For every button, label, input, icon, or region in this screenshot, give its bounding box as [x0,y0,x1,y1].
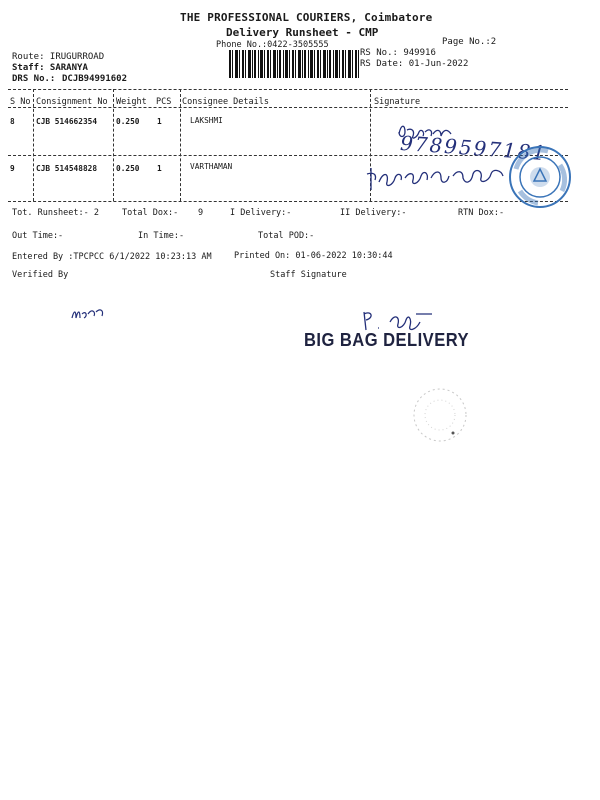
row-sno: 8 [10,117,15,126]
table-header-rule [8,107,568,108]
staff-signature-label: Staff Signature [270,270,347,280]
col-header-signature: Signature [374,97,421,107]
company-stamp [508,145,572,209]
printed-on: Printed On: 01-06-2022 10:30:44 [234,251,393,261]
row-consignment: CJB 514662354 [36,117,98,126]
verified-by: Verified By [12,270,69,280]
row-consignee: VARTHAMAN [190,162,233,171]
row-weight: 0.250 [116,117,140,126]
page-number: Page No.:2 [442,37,497,47]
row-pcs: 1 [157,117,162,126]
total-pod: Total POD:- [258,231,315,241]
drs-label: DRS No.: [12,74,56,84]
handwritten-signature-2 [365,162,515,194]
faint-stamp-impression [405,385,475,445]
total-dox-label: Total Dox:- [122,208,179,218]
row-consignee: LAKSHMI [190,116,223,125]
route: Route: IRUGURROAD [12,52,105,62]
phone-number: Phone No.:0422-3505555 [216,40,329,50]
row-consignment: CJB 514548828 [36,164,98,173]
col-header-pcs: PCS [156,97,172,107]
handwritten-initials [70,302,106,324]
rs-date: RS Date: 01-Jun-2022 [360,59,469,69]
row-sno: 9 [10,164,15,173]
col-header-weight: Weight [116,97,147,107]
col-header-consignment: Consignment No [36,97,108,107]
total-dox-value: 9 [198,208,204,218]
entered-by: Entered By :TPCPCC 6/1/2022 10:23:13 AM [12,252,212,262]
company-title: THE PROFESSIONAL COURIERS, Coimbatore [180,11,433,24]
staff: Staff: SARANYA [12,63,88,73]
document-subtitle: Delivery Runsheet - CMP [226,26,379,39]
rtn-dox: RTN Dox:- [458,208,505,218]
row-weight: 0.250 [116,164,140,173]
table-top-rule [8,89,568,90]
barcode [229,50,359,78]
row-pcs: 1 [157,164,162,173]
in-time: In Time:- [138,231,185,241]
col-header-sno: S No [10,97,31,107]
ii-delivery: II Delivery:- [340,208,407,218]
column-divider [113,89,114,201]
rs-number: RS No.: 949916 [360,48,436,58]
out-time: Out Time:- [12,231,64,241]
drs-number: DCJB94991602 [62,74,128,84]
table-bottom-rule [8,201,568,202]
col-header-consignee: Consignee Details [182,97,269,107]
column-divider [180,89,181,201]
i-delivery: I Delivery:- [230,208,292,218]
column-divider [33,89,34,201]
total-runsheet: Tot. Runsheet:- 2 [12,208,99,218]
big-bag-delivery-stamp: BIG BAG DELIVERY [304,330,470,350]
handwritten-phone-number: 9789597181 [399,130,548,166]
